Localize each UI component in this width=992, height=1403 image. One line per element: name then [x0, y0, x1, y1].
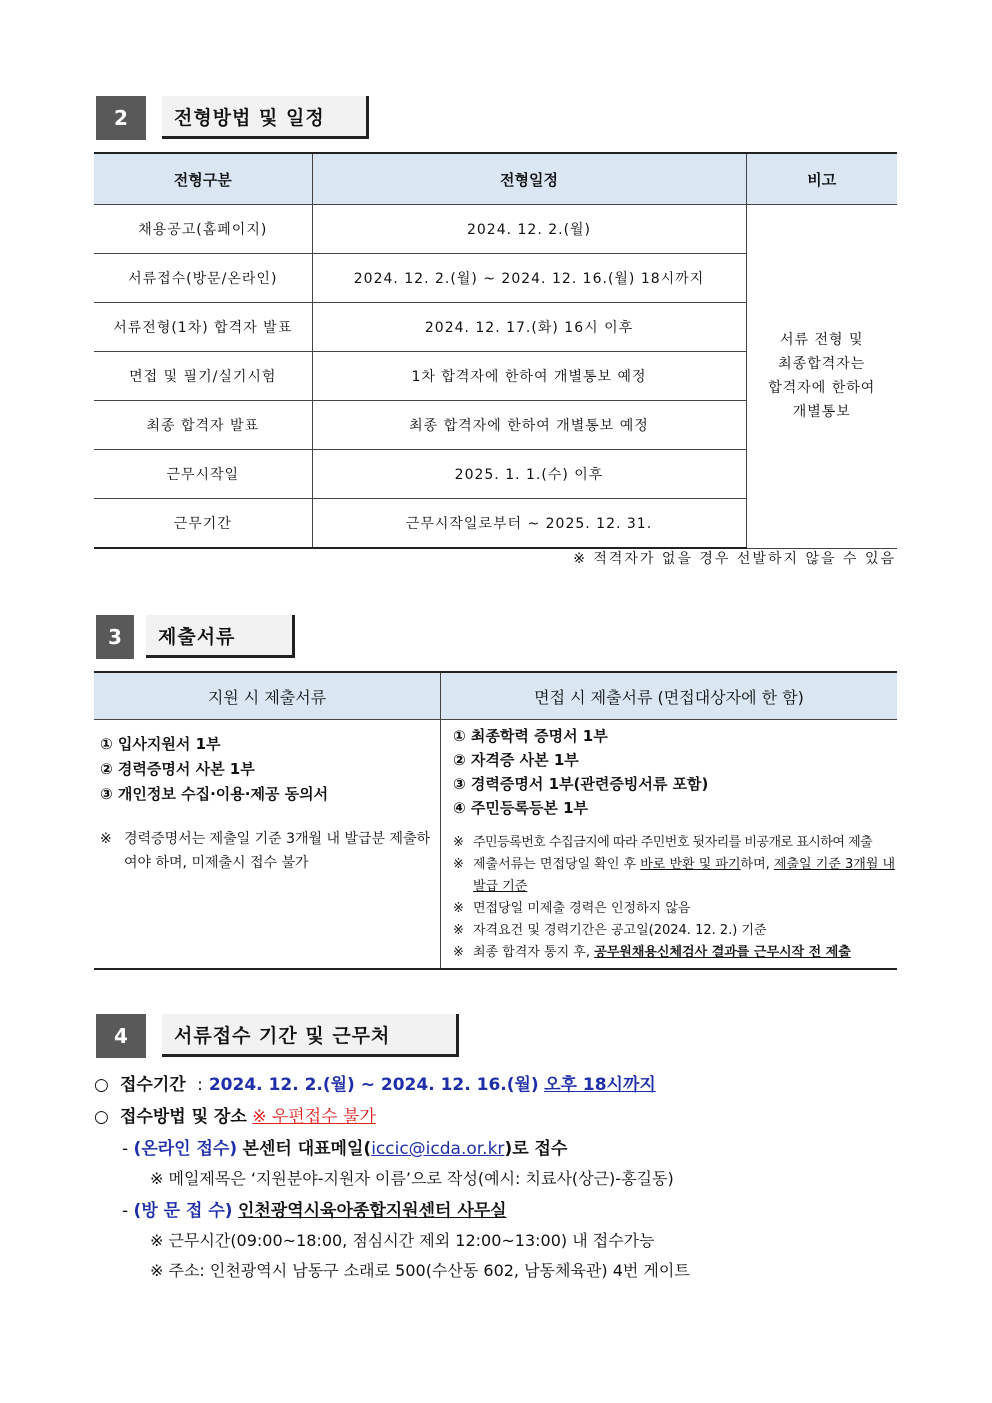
interview-docs-cell: [441, 720, 898, 970]
row-type: 서류접수(방문/온라인): [94, 254, 312, 303]
row-type: 근무기간: [94, 499, 312, 549]
list-item: ② 경력증명서 사본 1부: [100, 760, 255, 778]
remark-line: 최종합격자는: [778, 356, 866, 373]
list-item: ③ 경력증명서 1부(관련증빙서류 포함): [453, 775, 709, 793]
row-schedule: 최종 합격자에 한하여 개별통보 예정: [312, 401, 746, 450]
note-mark: ※: [453, 901, 464, 916]
apply-docs-cell: [94, 720, 441, 970]
period-line: [94, 1070, 656, 1095]
apply-docs-note: [100, 827, 440, 875]
note-mark: ※: [453, 945, 464, 960]
remark-cell: [746, 205, 897, 549]
row-type: 면접 및 필기/실기시험: [94, 352, 312, 401]
email-link[interactable]: iccic@icda.or.kr: [371, 1139, 505, 1159]
note-text: 면접당일 미제출 경력은 인정하지 않음: [473, 901, 691, 916]
period-value: 2024. 12. 2.(월) ~ 2024. 12. 16.(월): [208, 1075, 539, 1095]
note-mark: ※: [453, 857, 464, 872]
row-schedule: 2024. 12. 2.(월) ~ 2024. 12. 16.(월) 18시까지: [312, 254, 746, 303]
interview-docs-notes: [453, 832, 897, 964]
remark-line: 서류 전형 및: [779, 332, 864, 349]
section-title-text: 서류접수 기간 및 근무처: [174, 1024, 391, 1047]
table-row: [94, 205, 897, 254]
period-time: 오후 18시까지: [544, 1075, 656, 1095]
note-text: 경력증명서는 제출일 기준 3개월 내 발급분 제출하여야 하며, 미제출시 접수 불가: [124, 831, 431, 871]
note-line: [453, 832, 897, 854]
period-colon: :: [197, 1075, 203, 1095]
section-3-heading: [96, 615, 294, 661]
online-label: (온라인 접수): [133, 1139, 238, 1159]
online-note: ※ 메일제목은 ‘지원분야-지원자 이름’으로 작성(예시: 치료사(상근)-홍길동): [150, 1169, 674, 1188]
method-warning: ※ 우편접수 불가: [252, 1107, 376, 1127]
section-title: [162, 1014, 459, 1057]
note-text: 자격요건 및 경력기간은 공고일(2024. 12. 2.) 기준: [473, 923, 767, 938]
visit-note-hours: ※ 근무시간(09:00~18:00, 점심시간 제외 12:00~13:00) 내 접수가능: [150, 1231, 655, 1250]
note-mark: ※: [453, 835, 464, 850]
row-type: 서류전형(1차) 합격자 발표: [94, 303, 312, 352]
method-label: 접수방법 및 장소: [120, 1107, 247, 1127]
note-line: [453, 854, 897, 898]
dash-icon: -: [122, 1201, 129, 1221]
list-item: ① 최종학력 증명서 1부: [453, 727, 608, 745]
note-line: [453, 942, 897, 964]
note-text: 제출서류는 면접당일 확인 후 바로 반환 및 파기하며, 제출일 기준 3개월 내 발급 기준: [473, 857, 896, 894]
table-header-row: [94, 153, 897, 205]
section-2-heading: [96, 96, 368, 142]
column-header: 전형구분: [94, 153, 312, 205]
period-label: 접수기간: [120, 1075, 186, 1095]
section-title: [146, 615, 295, 658]
schedule-note: ※ 적격자가 없을 경우 선발하지 않을 수 있음: [573, 551, 896, 567]
remark-line: 합격자에 한하여: [768, 380, 876, 397]
online-text: 본센터 대표메일(iccic@icda.or.kr)로 접수: [242, 1139, 568, 1159]
visit-line: [122, 1196, 507, 1221]
list-item: ③ 개인정보 수집·이용·제공 동의서: [100, 785, 329, 803]
column-header: 면접 시 제출서류 (면접대상자에 한 함): [441, 672, 898, 720]
note-text: 주민등록번호 수집금지에 따라 주민번호 뒷자리를 비공개로 표시하여 제출: [473, 835, 873, 850]
visit-label: (방 문 접 수): [133, 1201, 233, 1221]
section-number: 2: [96, 96, 146, 140]
visit-place: 인천광역시육아종합지원센터 사무실: [237, 1201, 507, 1221]
section-title-text: 전형방법 및 일정: [174, 106, 325, 129]
row-schedule: 2024. 12. 17.(화) 16시 이후: [312, 303, 746, 352]
list-item: ② 자격증 사본 1부: [453, 751, 579, 769]
row-schedule: 1차 합격자에 한하여 개별통보 예정: [312, 352, 746, 401]
method-line: [94, 1102, 376, 1127]
list-item: ① 입사지원서 1부: [100, 735, 221, 753]
row-type: 근무시작일: [94, 450, 312, 499]
note-text: 최종 합격자 통지 후, 공무원채용신체검사 결과를 근무시작 전 제출: [473, 945, 851, 960]
documents-table: [94, 671, 897, 970]
schedule-table: [94, 152, 897, 549]
section-number: 4: [96, 1014, 146, 1058]
table-header-row: [94, 672, 897, 720]
row-schedule: 근무시작일로부터 ~ 2025. 12. 31.: [312, 499, 746, 549]
bullet-icon: ○: [94, 1075, 109, 1095]
section-4-heading: [96, 1014, 458, 1060]
table-row: [94, 720, 897, 970]
note-mark: ※: [100, 831, 112, 847]
bullet-icon: ○: [94, 1107, 109, 1127]
note-line: [453, 898, 897, 920]
section-number: 3: [96, 615, 134, 659]
row-schedule: 2024. 12. 2.(월): [312, 205, 746, 254]
section-title-text: 제출서류: [158, 625, 236, 648]
row-schedule: 2025. 1. 1.(수) 이후: [312, 450, 746, 499]
row-type: 최종 합격자 발표: [94, 401, 312, 450]
dash-icon: -: [122, 1139, 129, 1159]
row-type: 채용공고(홈페이지): [94, 205, 312, 254]
section-title: [162, 96, 369, 139]
note-mark: ※: [453, 923, 464, 938]
list-item: ④ 주민등록등본 1부: [453, 799, 589, 817]
remark-line: 개별통보: [792, 404, 851, 421]
visit-note-address: ※ 주소: 인천광역시 남동구 소래로 500(수산동 602, 남동체육관) 4번 게이트: [150, 1261, 690, 1280]
online-line: [122, 1134, 567, 1159]
column-header: 전형일정: [312, 153, 746, 205]
column-header: 지원 시 제출서류: [94, 672, 441, 720]
column-header: 비고: [746, 153, 897, 205]
note-line: [453, 920, 897, 942]
